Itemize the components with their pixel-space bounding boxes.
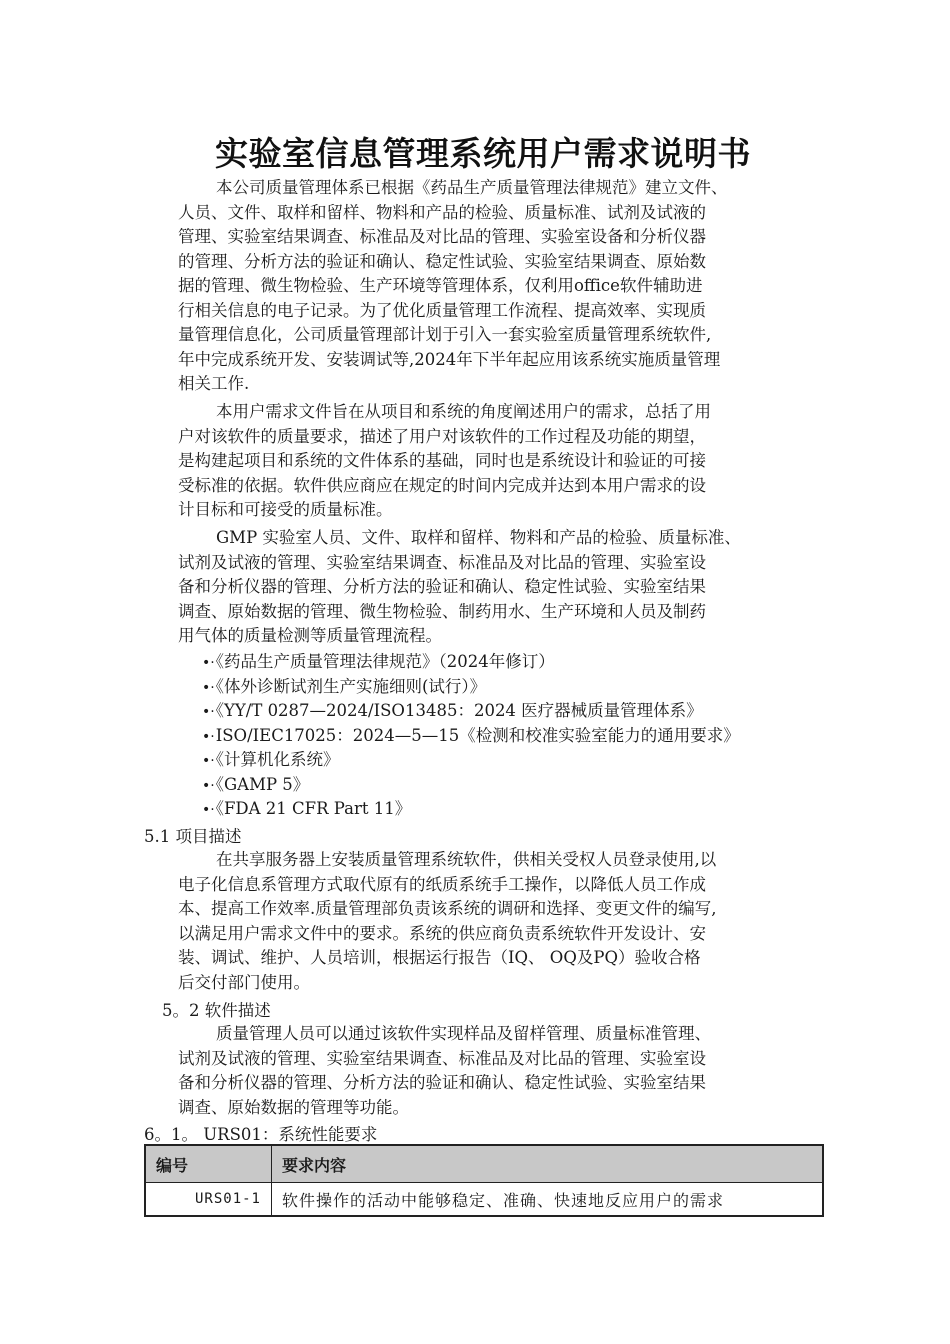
bullet-icon: •· — [202, 704, 215, 720]
text-line: 是构建起项目和系统的文件体系的基础，同时也是系统设计和验证的可接 — [178, 451, 706, 470]
table-row — [145, 1183, 823, 1217]
reference-text: 《药品生产质量管理法律规范》（2024年修订） — [215, 652, 555, 671]
section-5-2-paragraph — [178, 1022, 818, 1120]
list-item — [202, 773, 740, 798]
text-line: 本、提高工作效率.质量管理部负责该系统的调研和选择、变更文件的编写, — [178, 899, 717, 918]
reference-text: 《计算机化系统》 — [215, 750, 340, 769]
table-header-row — [145, 1145, 823, 1183]
text-line: 量管理信息化，公司质量管理部计划于引入一套实验室质量管理系统软件, — [178, 325, 712, 344]
text-line: 在共享服务器上安装质量管理系统软件，供相关受权人员登录使用,以 — [216, 850, 717, 869]
intro-paragraph — [178, 176, 818, 397]
text-line: 质量管理人员可以通过该软件实现样品及留样管理、质量标准管理、 — [216, 1024, 711, 1043]
text-line: 试剂及试液的管理、实验室结果调查、标准品及对比品的管理、实验室设 — [178, 552, 706, 572]
section-5-2-heading: 5。2 软件描述 — [162, 1001, 271, 1020]
section-5-1-paragraph — [178, 848, 818, 995]
text-line: 备和分析仪器的管理、分析方法的验证和确认、稳定性试验、实验室结果 — [178, 577, 706, 596]
column-header-id: 编号 — [145, 1145, 272, 1183]
text-line: 的管理、分析方法的验证和确认、稳定性试验、实验室结果调查、原始数 — [178, 251, 706, 271]
text-line: 调查、原始数据的管理等功能。 — [178, 1097, 409, 1117]
text-line: 人员、文件、取样和留样、物料和产品的检验、质量标准、试剂及试液的 — [178, 202, 706, 222]
list-item — [202, 650, 740, 675]
text-line: 后交付部门使用。 — [178, 972, 310, 992]
text-line: 以满足用户需求文件中的要求。系统的供应商负责系统软件开发设计、安 — [178, 923, 706, 943]
requirement-id: URS01-1 — [145, 1183, 272, 1217]
list-item — [202, 748, 740, 773]
text-line: 相关工作. — [178, 374, 250, 393]
text-line: 受标准的依据。软件供应商应在规定的时间内完成并达到本用户需求的设 — [178, 475, 706, 495]
bullet-icon: •· — [202, 655, 215, 671]
text-line: 装、调试、维护、人员培训，根据运行报告（IQ、 OQ及PQ）验收合格 — [178, 948, 701, 967]
text-line: 电子化信息系管理方式取代原有的纸质系统手工操作，以降低人员工作成 — [178, 874, 706, 894]
reference-list — [202, 650, 740, 822]
text-line: 行相关信息的电子记录。为了优化质量管理工作流程、提高效率、实现质 — [178, 300, 706, 320]
section-5-1-heading: 5.1 项目描述 — [144, 827, 242, 846]
text-line: 备和分析仪器的管理、分析方法的验证和确认、稳定性试验、实验室结果 — [178, 1073, 706, 1092]
bullet-icon: •· — [202, 753, 215, 769]
bullet-icon: •· — [202, 802, 215, 818]
text-line: 调查、原始数据的管理、微生物检验、制药用水、生产环境和人员及制药 — [178, 601, 706, 621]
text-line: 年中完成系统开发、安装调试等,2024年下半年起应用该系统实施质量管理 — [178, 349, 721, 369]
bullet-icon: •· — [202, 777, 215, 794]
requirement-content: 软件操作的活动中能够稳定、准确、快速地反应用户的需求 — [272, 1183, 824, 1217]
text-line: GMP 实验室人员、文件、取样和留样、物料和产品的检验、质量标准、 — [216, 528, 741, 547]
gmp-paragraph — [178, 526, 818, 649]
bullet-icon: •· — [202, 679, 215, 696]
section-6-1-heading: 6。1。 URS01：系统性能要求 — [144, 1125, 378, 1144]
reference-text: 《YY/T 0287—2024/ISO13485：2024 医疗器械质量管理体系》 — [215, 701, 703, 720]
reference-text: 《体外诊断试剂生产实施细则(试行）》 — [215, 676, 487, 696]
list-item — [202, 724, 740, 749]
text-line: 管理、实验室结果调查、标准品及对比品的管理、实验室设备和分析仪器 — [178, 227, 706, 246]
text-line: 据的管理、微生物检验、生产环境等管理体系，仅利用office软件辅助进 — [178, 276, 703, 295]
list-item — [202, 699, 740, 724]
reference-text: 《FDA 21 CFR Part 11》 — [215, 799, 412, 818]
text-line: 试剂及试液的管理、实验室结果调查、标准品及对比品的管理、实验室设 — [178, 1048, 706, 1068]
text-line: 户对该软件的质量要求，描述了用户对该软件的工作过程及功能的期望， — [178, 426, 706, 446]
text-line: 本公司质量管理体系已根据《药品生产质量管理法律规范》建立文件、 — [216, 178, 728, 197]
reference-text: 《GAMP 5》 — [215, 774, 310, 794]
text-line: 计目标和可接受的质量标准。 — [178, 500, 393, 519]
requirements-table — [144, 1144, 824, 1217]
bullet-icon: •· — [202, 728, 215, 745]
list-item — [202, 675, 740, 700]
text-line: 用气体的质量检测等质量管理流程。 — [178, 626, 442, 645]
list-item — [202, 797, 740, 822]
reference-text: ISO/IEC17025：2024—5—15《检测和校准实验室能力的通用要求》 — [215, 725, 740, 745]
column-header-content: 要求内容 — [272, 1145, 824, 1183]
document-title: 实验室信息管理系统用户需求说明书 — [215, 134, 751, 173]
text-line: 本用户需求文件旨在从项目和系统的角度阐述用户的需求，总括了用 — [216, 402, 711, 421]
purpose-paragraph — [178, 400, 818, 523]
